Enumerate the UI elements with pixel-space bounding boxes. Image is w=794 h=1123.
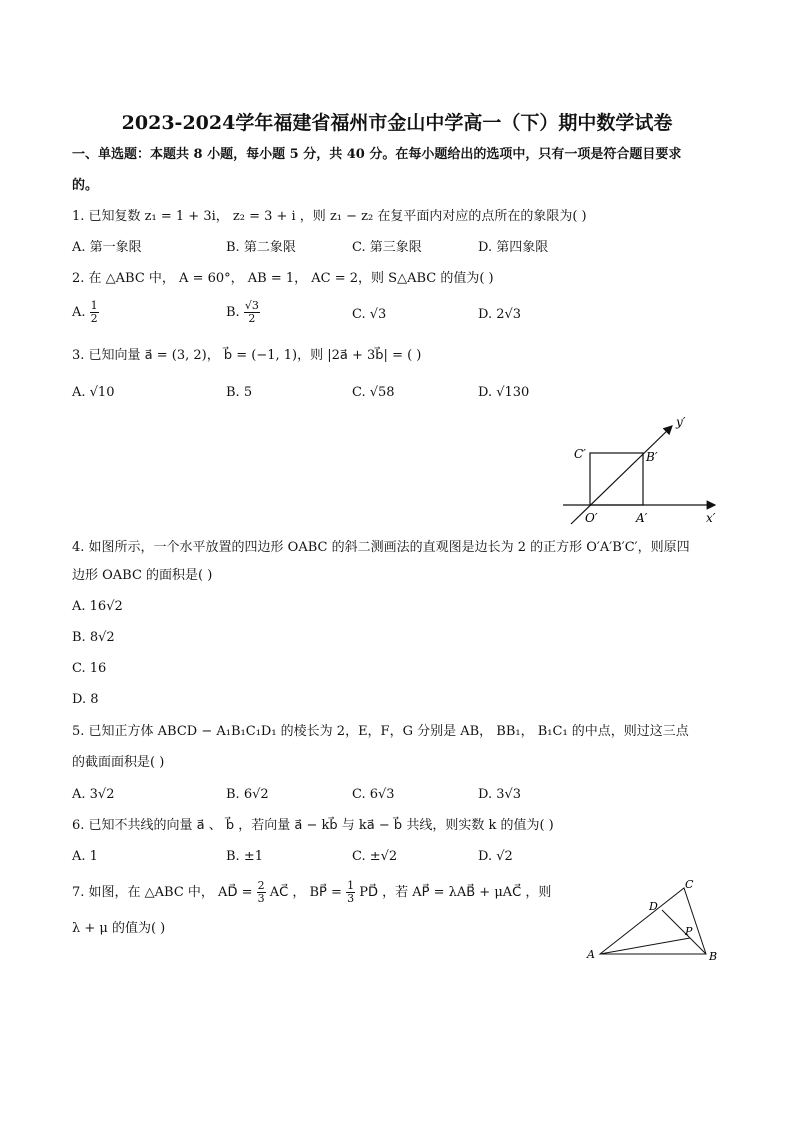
- label-o-prime: O′: [585, 511, 598, 525]
- section-heading-line2: 的。: [72, 178, 99, 193]
- q6-option-b: B. ±1: [226, 849, 263, 864]
- label-a: A: [587, 948, 595, 961]
- q3-option-a: A. √10: [72, 385, 115, 400]
- q2-option-c: C. √3: [352, 307, 387, 322]
- label-b: B: [709, 950, 718, 963]
- q3-option-c: C. √58: [352, 385, 395, 400]
- fraction-denominator: 3: [347, 892, 355, 905]
- question-5-stem-line2: 的截面面积是( ): [72, 755, 165, 770]
- q5-option-b: B. 6√2: [226, 787, 269, 802]
- q5-option-c: C. 6√3: [352, 787, 395, 802]
- q4-option-b: B. 8√2: [72, 630, 115, 645]
- q2-option-b-label: B.: [226, 305, 240, 320]
- figure-q7-triangle-diagram: [584, 876, 724, 968]
- q4-option-a: A. 16√2: [72, 599, 123, 614]
- q2-option-a: [72, 300, 99, 325]
- q2-option-a-label: A.: [72, 305, 86, 320]
- question-2-stem: 2. 在 △ABC 中， A = 60°， AB = 1， AC = 2，则 S△ABC 的值为( ): [72, 271, 494, 286]
- fraction-denominator: 2: [248, 312, 256, 325]
- q2-option-b: [226, 300, 260, 325]
- fraction-numerator: √3: [244, 299, 259, 312]
- q2-option-b-fraction: [244, 300, 260, 325]
- q6-option-d: D. √2: [478, 849, 513, 864]
- segment-ap: [600, 938, 690, 954]
- figure-q4-square-diagram: [555, 412, 725, 530]
- label-a-prime: A′: [636, 511, 648, 525]
- question-1-stem: 1. 已知复数 z₁ = 1 + 3i， z₂ = 3 + i ，则 z₁ − z₂ 在复平面内对应的点所在的象限为( ): [72, 209, 587, 224]
- q5-option-a: A. 3√2: [72, 787, 115, 802]
- q1-option-b: B. 第二象限: [226, 240, 296, 255]
- fraction-numerator: 1: [90, 299, 98, 312]
- fraction-numerator: 2: [257, 879, 265, 892]
- question-3-stem: 3. 已知向量 a⃗ = (3, 2)， b⃗ = (−1, 1)，则 |2a⃗ + 3b⃗| = ( ): [72, 348, 422, 363]
- q5-option-d: D. 3√3: [478, 787, 522, 802]
- fraction-numerator: 1: [347, 879, 355, 892]
- q1-option-d: D. 第四象限: [478, 240, 549, 255]
- label-d: D: [649, 900, 658, 913]
- q7-stem-part-b: AC⃗ ， BP⃗ =: [269, 885, 342, 900]
- question-4-stem-line2: 边形 OABC 的面积是( ): [72, 568, 213, 583]
- question-4-stem-line1: 4. 如图所示，一个水平放置的四边形 OABC 的斜二测画法的直观图是边长为 2 的正方形 O′A′B′C′，则原四: [72, 540, 690, 555]
- y-axis: [571, 426, 672, 524]
- label-x-prime: x′: [706, 511, 716, 525]
- q1-option-a: A. 第一象限: [72, 240, 142, 255]
- q4-option-d: D. 8: [72, 692, 99, 707]
- segment-bd: [662, 910, 706, 954]
- question-7-stem-line1: [72, 878, 551, 908]
- label-y-prime: y′: [676, 415, 686, 429]
- q3-option-d: D. √130: [478, 385, 530, 400]
- page-title: 2023-2024学年福建省福州市金山中学高一（下）期中数学试卷: [121, 112, 673, 134]
- q7-fraction-two-thirds: [257, 880, 266, 905]
- section-heading-line1: 一、单选题：本题共 8 小题，每小题 5 分，共 40 分。在每小题给出的选项中，只有一项是符合题目要求: [72, 147, 682, 162]
- q6-option-a: A. 1: [72, 849, 98, 864]
- q2-option-d: D. 2√3: [478, 307, 522, 322]
- label-c: C: [685, 878, 694, 891]
- q3-option-b: B. 5: [226, 385, 253, 400]
- question-7-stem-line2: λ + μ 的值为( ): [72, 921, 166, 936]
- question-5-stem-line1: 5. 已知正方体 ABCD − A₁B₁C₁D₁ 的棱长为 2，E，F，G 分别是 AB， BB₁， B₁C₁ 的中点，则过这三点: [72, 724, 689, 739]
- q7-stem-part-c: PD⃗ ，若 AP⃗ = λAB⃗ + μAC⃗ ，则: [359, 885, 552, 900]
- q7-stem-part-a: 7. 如图，在 △ABC 中， AD⃗ =: [72, 885, 253, 900]
- q1-option-c: C. 第三象限: [352, 240, 422, 255]
- label-b-prime: B′: [646, 450, 658, 464]
- q2-option-a-fraction: [90, 300, 99, 325]
- label-c-prime: C′: [574, 447, 586, 461]
- q6-option-c: C. ±√2: [352, 849, 398, 864]
- q7-fraction-one-third: [346, 880, 355, 905]
- fraction-denominator: 2: [90, 312, 98, 325]
- question-6-stem: 6. 已知不共线的向量 a⃗ 、 b⃗ ，若向量 a⃗ − kb⃗ 与 ka⃗ − b⃗ 共线，则实数 k 的值为( ): [72, 818, 554, 833]
- fraction-denominator: 3: [257, 892, 265, 905]
- q4-option-c: C. 16: [72, 661, 107, 676]
- label-p: P: [685, 925, 693, 938]
